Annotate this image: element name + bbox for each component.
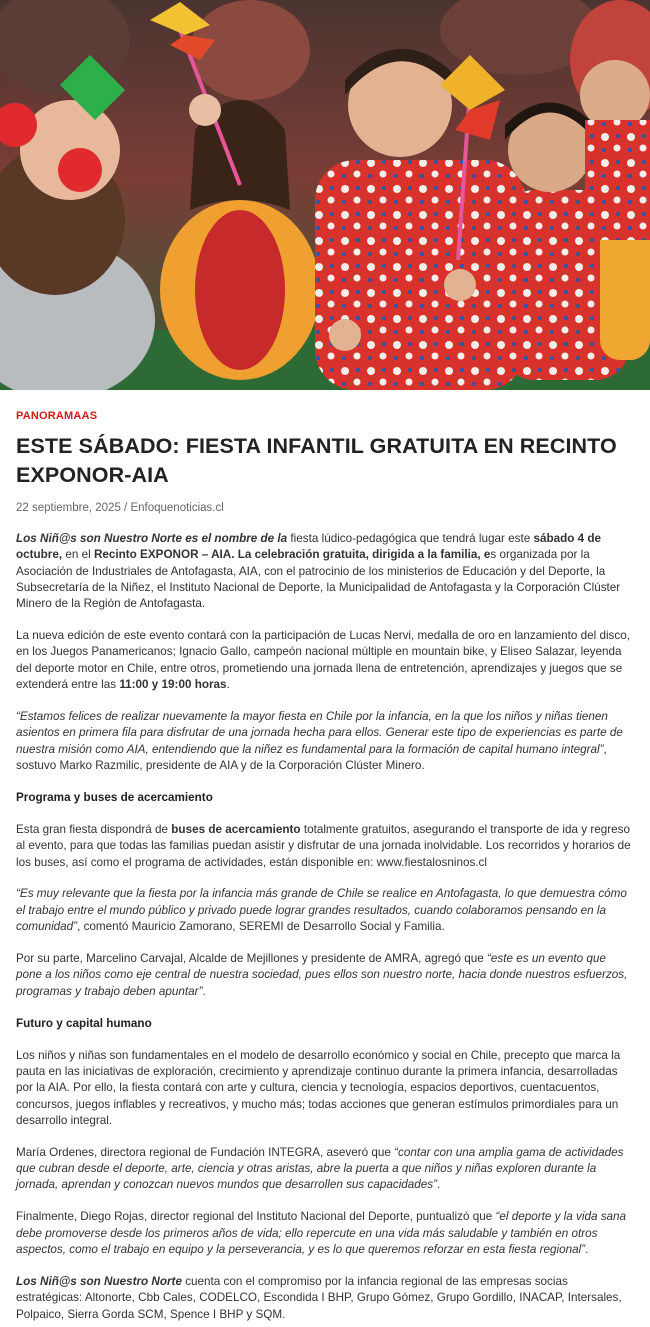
hero-image [0,0,650,390]
paragraph-sponsors [16,1274,634,1323]
text-span: . [202,984,206,998]
paragraph-guests [16,628,634,693]
quote-text: “este es un evento que pone a los niños como eje central de nuestra sociedad, pues ellos son nuestro norte, hacia donde nuestros esfuerzos, programas y trabajo deben apuntar” [16,952,628,998]
text-span: . [437,1178,441,1192]
event-venue: Recinto EXPONOR – AIA. La celebración gratuita, dirigida a la familia, e [93,548,491,562]
hero-photo-illustration [0,0,650,390]
paragraph-buses [16,822,634,871]
article-meta [16,502,634,514]
text-span: Finalmente, Diego Rojas, director regional del Instituto Nacional del Deporte, puntualizó que [16,1210,496,1224]
event-date: sábado 4 de octubre, [16,532,602,562]
text-span: María Ordenes, directora regional de Fundación INTEGRA, aseveró que [16,1145,395,1159]
quote-text: “el deporte y la vida sana debe promoverse desde los primeros años de vida; ello repercute en una vida más saludable y también en otros aspectos, como el trabajo en equipo y la perseverancia, y es lo que queremos reforzar en esta fiesta regional” [16,1210,627,1256]
quote-text: “Es muy relevante que la fiesta por la infancia más grande de Chile se realice en Antofagasta, lo que demuestra cómo el trabajo entre el mundo público y privado puede lograr grandes resultados, cuando colaboramos pensando en la comunidad” [16,887,627,934]
text-span: s organizada por la Asociación de Industriales de Antofagasta, AIA, con el patrocinio de los ministerios de Educación y del Deporte, la Subsecretaría de la Niñez, el Instituto Nacional de Deporte, la Municipalidad de Antofagasta y la Corporación Clúster Minero de la Región de Antofagasta. [16,548,621,611]
category-link[interactable]: PANORAMAAS [16,410,98,422]
quote-text: “contar con una amplia gama de actividades que cubran desde el deporte, arte, ciencia y otras aristas, abre la puerta a que niños y niñas exploren durante la jornada, aprendan y conozcan nuevos mundos que desarrollen sus capacidades” [16,1145,624,1192]
article [0,390,650,1323]
text-span: , sostuvo Marko Razmilic, presidente de AIA y de la Corporación Clúster Minero. [16,742,607,772]
paragraph-quote-mayor [16,951,634,1000]
text-span: en el [62,548,94,562]
subheading-program: Programa y buses de acercamiento [16,790,213,804]
text-span: . [226,678,230,692]
paragraph-development: Los niños y niñas son fundamentales en el modelo de desarrollo económico y social en Chile, precepto que marca la pauta en las iniciativas de exploración, crecimiento y aprendizaje continuo durante la primera infancia, desarrolladas por la AIA. Por ello, la fiesta contará con arte y cultura, ciencia y tecnología, espacios deportivos, cuentacuentos, concursos, juegos inflables y recreativos, y mucho más; todas acciones que generan estímulos primordiales para un desarrollo integral. [16,1048,621,1127]
buses-highlight: buses de acercamiento [171,822,301,836]
source-link[interactable]: Enfoquenoticias.cl [130,502,224,514]
event-name: Los Niñ@s son Nuestro Norte es el nombre de la [16,532,288,545]
subheading-future: Futuro y capital humano [16,1016,152,1030]
paragraph-quote-ind [16,1209,634,1258]
quote-text: “Estamos felices de realizar nuevamente la mayor fiesta en Chile por la infancia, en la que los niños y niñas tienen asientos en primera fila para disfrutar de una jornada hecha para ellos. Generar este tipo de experiencias es parte de nuestra misión como AIA, entendiendo que la niñez es fundamental para la formación de capital humano integral” [16,710,623,756]
event-hours: 11:00 y 19:00 horas [119,678,227,692]
text-span: La nueva edición de este evento contará con la participación de Lucas Nervi, medalla de oro en lanzamiento del disco, en los Juegos Panamericanos; Ignacio Gallo, campeón nacional múltiple en mountain bike, y Eliseo Salazar, leyenda del deporte motor en Chile, entre otros, prometiendo una jornada llena de entretención, aprendizajes y juegos que se extenderá entre las [16,629,630,692]
text-span: cuenta con el compromiso por la infancia regional de las empresas socias estratégicas: Altonorte, Cbb Cales, CODELCO, Escondida I BHP, Grupo Gómez, Grupo Gordillo, INACAP, Intersales, Polpaico, Sierra Gorda SCM, Spence I BHP y SQM. [16,1274,622,1321]
event-name: Los Niñ@s son Nuestro Norte [16,1274,182,1288]
paragraph-quote-integra [16,1145,634,1194]
paragraph-intro [16,531,634,612]
text-span: . [585,1242,589,1256]
paragraph-quote-seremi [16,886,634,935]
paragraph-quote-aia [16,709,634,774]
text-span: fiesta lúdico-pedagógica que tendrá lugar este [287,532,534,545]
text-span: , comentó Mauricio Zamorano, SEREMI de Desarrollo Social y Familia. [77,920,445,934]
article-date: 22 septiembre, 2025 [16,502,121,514]
text-span: Por su parte, Marcelino Carvajal, Alcalde de Mejillones y presidente de AMRA, agregó que [16,952,487,966]
meta-separator: / [120,502,131,514]
text-span: totalmente gratuitos, asegurando el transporte de ida y regreso al evento, para que todas las familias puedan asistir y disfrutar de una jornada inolvidable. Los recorridos y horarios de los buses, así como el programa de actividades, están disponible en: www.fiestalosninos.cl [16,822,631,869]
article-title: ESTE SÁBADO: FIESTA INFANTIL GRATUITA EN RECINTO EXPONOR-AIA [16,434,617,487]
text-span: Esta gran fiesta dispondrá de [16,822,172,836]
